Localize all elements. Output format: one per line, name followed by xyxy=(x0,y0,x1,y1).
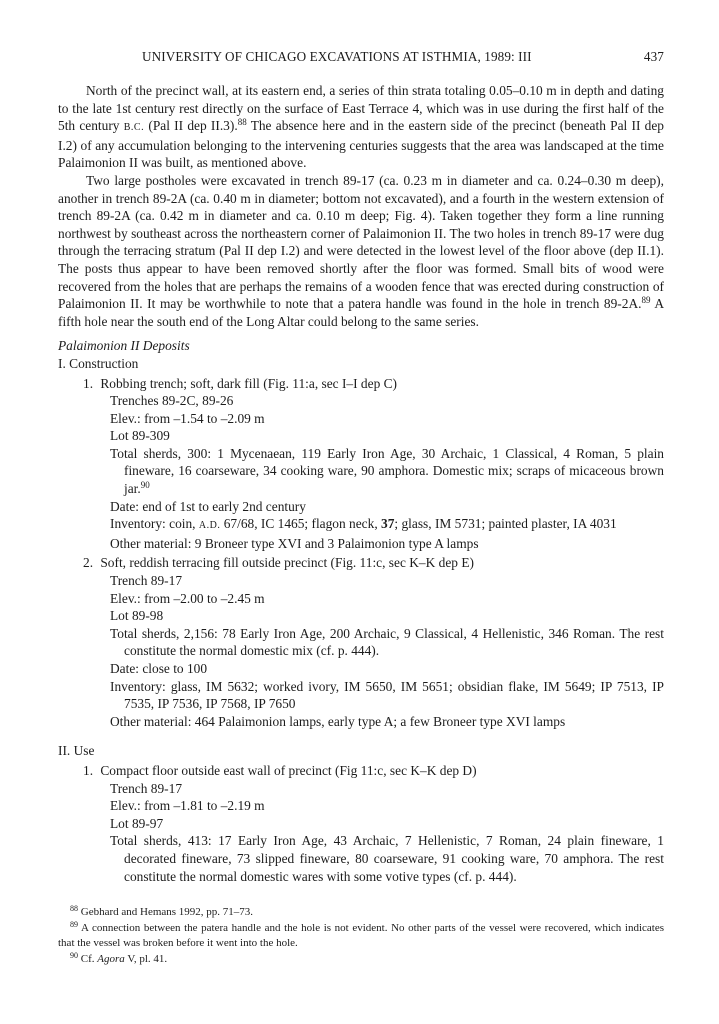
text-run: Inventory: coin, xyxy=(110,516,196,532)
footnote-text: Gebhard and Hemans 1992, pp. 71–73. xyxy=(80,906,254,918)
item-title: Robbing trench; soft, dark fill (Fig. 11:a, sec I–I dep C) xyxy=(100,375,397,391)
text-run: A fifth hole near the south end of the Long Altar could belong to the same series. xyxy=(58,296,665,329)
item-number: 1. xyxy=(83,762,94,778)
inventory-field xyxy=(110,515,664,535)
other-material-field: Other material: 9 Broneer type XVI and 3 Palaimonion type A lamps xyxy=(110,535,479,551)
trench-field: Trench 89-17 xyxy=(110,573,183,589)
deposit-item xyxy=(83,375,664,393)
elevation-field: Elev.: from –1.81 to –2.19 m xyxy=(110,798,265,814)
sherds-field: Total sherds, 413: 17 Early Iron Age, 43 Archaic, 7 Hellenistic, 7 Roman, 24 plain fineware, 1 decorated fineware, 73 slipped fineware, 80 coarseware, 91 cooking ware, 70 amphora. The rest constitute the normal domestic wares with some votive types (cf. p. 444). xyxy=(110,833,664,884)
trenches-field: Trenches 89-2C, 89-26 xyxy=(110,393,234,409)
lot-field: Lot 89-97 xyxy=(110,815,164,831)
text-run: 67/68, IC 1465; flagon neck, xyxy=(223,516,378,532)
main-text xyxy=(58,82,664,885)
text-run: ; glass, IM 5731; painted plaster, IA 4031 xyxy=(394,516,617,532)
deposit-item xyxy=(83,762,664,780)
footnote-88 xyxy=(58,905,664,921)
journal-title: Agora xyxy=(97,952,125,965)
footnote-ref-89[interactable]: 89 xyxy=(641,295,651,306)
other-material-field: Other material: 464 Palaimonion lamps, early type A; a few Broneer type XVI lamps xyxy=(110,713,566,729)
trench-field: Trench 89-17 xyxy=(110,780,183,796)
lot-field: Lot 89-309 xyxy=(110,428,170,444)
date-field: Date: close to 100 xyxy=(110,661,208,676)
page-number: 437 xyxy=(643,49,664,64)
item-title: Soft, reddish terracing fill outside precinct (Fig. 11:c, sec K–K dep E) xyxy=(100,555,474,571)
catalogue-number: 37 xyxy=(381,516,395,532)
footnote-90 xyxy=(58,952,664,968)
text-run: The absence here and in the eastern side of the precinct (beneath Pal II dep I.2) of any accumulation belonging to the intervening centuries suggests that the area was landscaped at the time Palaimonion II was built, as mentioned above. xyxy=(58,118,664,171)
paragraph-2 xyxy=(58,172,664,330)
footnote-number: 89 xyxy=(70,919,78,929)
era-abbrev: B.C. xyxy=(123,122,145,134)
footnote-ref-90[interactable]: 90 xyxy=(140,480,150,491)
deposit-item xyxy=(83,554,664,572)
date-field: Date: end of 1st to early 2nd century xyxy=(110,498,306,514)
footnote-text: A connection between the patera handle and the hole is not evident. No other parts of the vessel were recovered, which indicates that the vessel was broken before it went into the hole. xyxy=(58,921,664,950)
use-heading: II. Use xyxy=(58,743,95,759)
era-abbrev: A.D. xyxy=(198,520,221,532)
construction-heading: I. Construction xyxy=(58,355,139,371)
footnote-ref-88[interactable]: 88 xyxy=(237,117,247,128)
text-run: Total sherds, 300: 1 Mycenaean, 119 Early Iron Age, 30 Archaic, 1 Classical, 4 Roman, 5 plain fineware, 16 coarseware, 34 cooking ware, 90 amphora. Domestic mix; scraps of micaceous brown jar. xyxy=(110,445,664,497)
running-title: UNIVERSITY OF CHICAGO EXCAVATIONS AT ISTHMIA, 1989: III xyxy=(142,49,532,64)
text-run: Two large postholes were excavated in trench 89-17 (ca. 0.23 m in diameter and ca. 0.24–0.30 m deep), another in trench 89-2A (ca. 0.40 m in diameter; bottom not excavated), and a fourth in the western extension of trench 89-2A (ca. 0.42 m in diameter and ca. 0.10 m deep; Fig. 4). Taken together they form a line running northwest by southeast across the northeastern corner of Palaimonion II. The two holes in trench 89-17 were dug through the terracing stratum (Pal II dep I.2) and were detected in the lowest level of the floor above (dep II.1). The posts thus appear to have been removed shortly after the floor was formed. Small bits of wood were recovered from the holes that are perhaps the remains of a wooden fence that was erected during construction of Palaimonion II. It may be worthwhile to note that a patera handle was found in the hole in trench 89-2A. xyxy=(58,172,664,312)
footnote-number: 88 xyxy=(70,904,78,913)
text-run: North of the precinct wall, at its eastern end, a series of thin strata totaling 0.05–0.10 m in depth and dating to the late 1st century rest directly on the surface of East Terrace 4, which was in use during the first half of the 5th century xyxy=(58,83,664,134)
sherds-field xyxy=(110,445,664,498)
section-title: Palaimonion II Deposits xyxy=(58,338,190,354)
footnote-89 xyxy=(58,921,664,952)
inventory-field: Inventory: glass, IM 5632; worked ivory, IM 5650, IM 5651; obsidian flake, IM 5649; IP 7513, IP 7535, IP 7536, IP 7568, IP 7650 xyxy=(110,678,664,712)
footnote-text: V, pl. 41. xyxy=(127,952,168,965)
item-title: Compact floor outside east wall of precinct (Fig 11:c, sec K–K dep D) xyxy=(100,762,477,778)
footnote-number: 90 xyxy=(70,950,78,960)
sherds-field: Total sherds, 2,156: 78 Early Iron Age, 200 Archaic, 9 Classical, 4 Hellenistic, 346 Roman. The rest constitute the normal domestic mix (cf. p. 444). xyxy=(110,625,664,659)
elevation-field: Elev.: from –2.00 to –2.45 m xyxy=(110,590,265,606)
footnotes xyxy=(58,905,664,967)
item-number: 1. xyxy=(83,375,94,391)
paragraph-1 xyxy=(58,82,664,172)
lot-field: Lot 89-98 xyxy=(110,608,164,624)
text-run: (Pal II dep II.3). xyxy=(148,118,238,134)
footnote-text: Cf. xyxy=(80,952,95,965)
item-number: 2. xyxy=(83,555,94,571)
elevation-field: Elev.: from –1.54 to –2.09 m xyxy=(110,410,265,426)
